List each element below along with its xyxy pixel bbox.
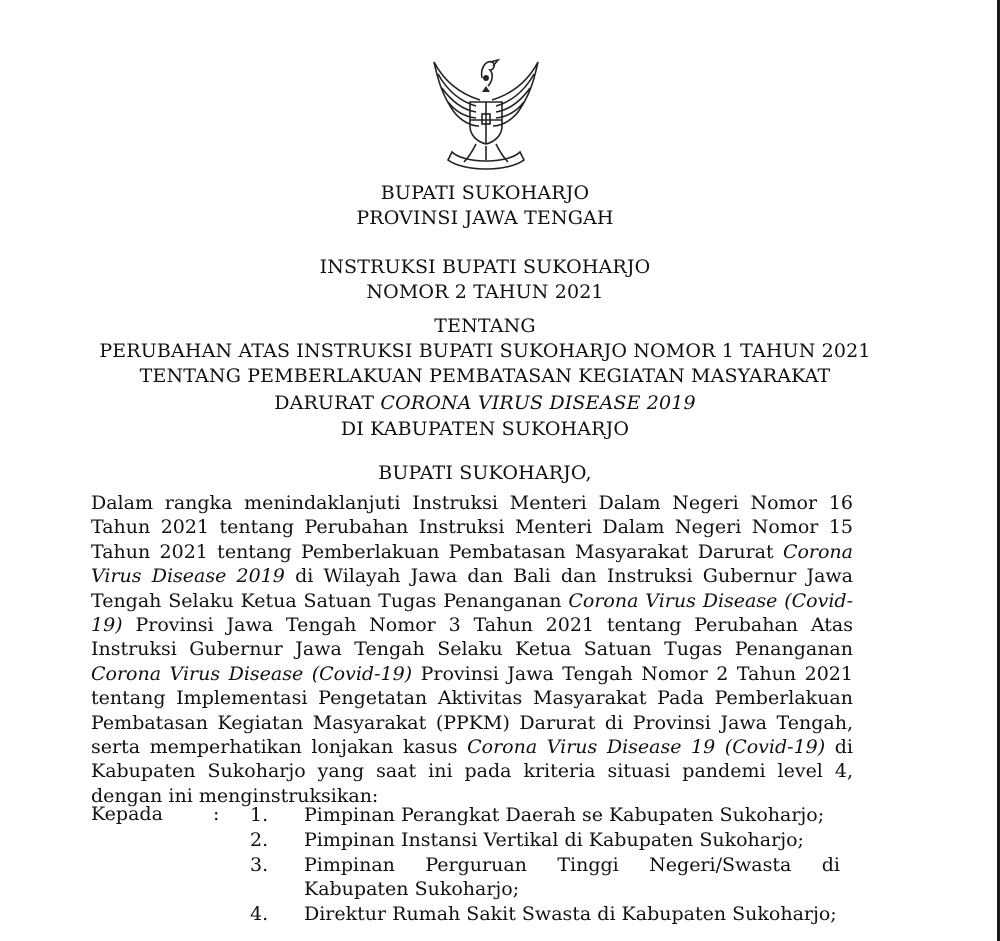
preamble-italic-4: Corona Virus Disease 19 (Covid-19) <box>467 736 826 759</box>
salutation: BUPATI SUKOHARJO, <box>378 462 592 484</box>
preamble-text-4: Provinsi Jawa Tengah Nomor 2 Tahun 2021 tentang Implementasi Pengetatan Aktivitas Masyarakat Pada Pemberlakuan Pembatasan Kegiatan Masyarakat (PPKM) Darurat di Provinsi Jawa Tengah, serta memperhatikan lonjakan kasus <box>91 662 853 759</box>
recipient-number: 3. <box>250 854 269 876</box>
recipient-item <box>250 853 840 903</box>
recipient-item <box>250 803 840 828</box>
kepada-colon: : <box>213 803 220 825</box>
province-title: PROVINSI JAWA TENGAH <box>356 207 614 229</box>
recipient-item <box>250 902 840 941</box>
garuda-emblem-icon <box>424 40 548 170</box>
recipient-item <box>250 828 840 853</box>
subject-line-3 <box>0 392 970 414</box>
preamble-text-5: di Kabupaten Sukoharjo yang saat ini pada kriteria situasi pandemi level 4, dengan ini menginstruksikan: <box>91 736 853 807</box>
subject-line-4: DI KABUPATEN SUKOHARJO <box>340 418 630 440</box>
document-number: NOMOR 2 TAHUN 2021 <box>366 281 604 303</box>
preamble-text-3: Provinsi Jawa Tengah Nomor 3 Tahun 2021 tentang Perubahan Atas Instruksi Gubernur Jawa Tengah Selaku Ketua Satuan Tugas Penanganan <box>91 614 853 661</box>
preamble-text-2: di Wilayah Jawa dan Bali dan Instruksi Gubernur Jawa Tengah Selaku Ketua Satuan Tugas Penanganan <box>91 565 853 612</box>
kepada-label: Kepada <box>91 803 163 825</box>
recipient-text: Pimpinan Perguruan Tinggi Negeri/Swasta di Kabupaten Sukoharjo; <box>304 854 840 901</box>
document-type: INSTRUKSI BUPATI SUKOHARJO <box>319 256 651 278</box>
recipient-text: Pimpinan Instansi Vertikal di Kabupaten Sukoharjo; <box>304 829 804 851</box>
recipient-text: Pimpinan Perangkat Daerah se Kabupaten Sukoharjo; <box>304 804 825 826</box>
tentang-label: TENTANG <box>434 315 536 337</box>
preamble-italic-3: Corona Virus Disease (Covid-19) <box>91 662 413 685</box>
preamble-italic-2: Corona Virus Disease (Covid-19) <box>91 589 853 637</box>
official-title: BUPATI SUKOHARJO <box>380 182 590 204</box>
subject-line-2: TENTANG PEMBERLAKUAN PEMBATASAN KEGIATAN MASYARAKAT <box>139 365 831 387</box>
recipient-number: 1. <box>250 804 269 826</box>
subject-line-1: PERUBAHAN ATAS INSTRUKSI BUPATI SUKOHARJO NOMOR 1 TAHUN 2021 <box>99 340 871 362</box>
recipient-text: Direktur Rumah Sakit Swasta di Kabupaten Sukoharjo; <box>304 903 837 925</box>
preamble-text-1: Dalam rangka menindaklanjuti Instruksi Menteri Dalam Negeri Nomor 16 Tahun 2021 tentang Perubahan Instruksi Menteri Dalam Negeri Nomor 15 Tahun 2021 tentang Pemberlakuan Pembatasan Masyarakat Darurat <box>91 492 853 563</box>
subject-line-3-italic: CORONA VIRUS DISEASE 2019 <box>380 392 696 414</box>
subject-line-3-prefix: DARURAT <box>274 392 381 414</box>
recipient-number: 2. <box>250 829 269 851</box>
preamble-italic-1: Corona Virus Disease 2019 <box>91 540 853 588</box>
recipient-number: 4. <box>250 903 269 925</box>
preamble-paragraph <box>91 491 853 808</box>
